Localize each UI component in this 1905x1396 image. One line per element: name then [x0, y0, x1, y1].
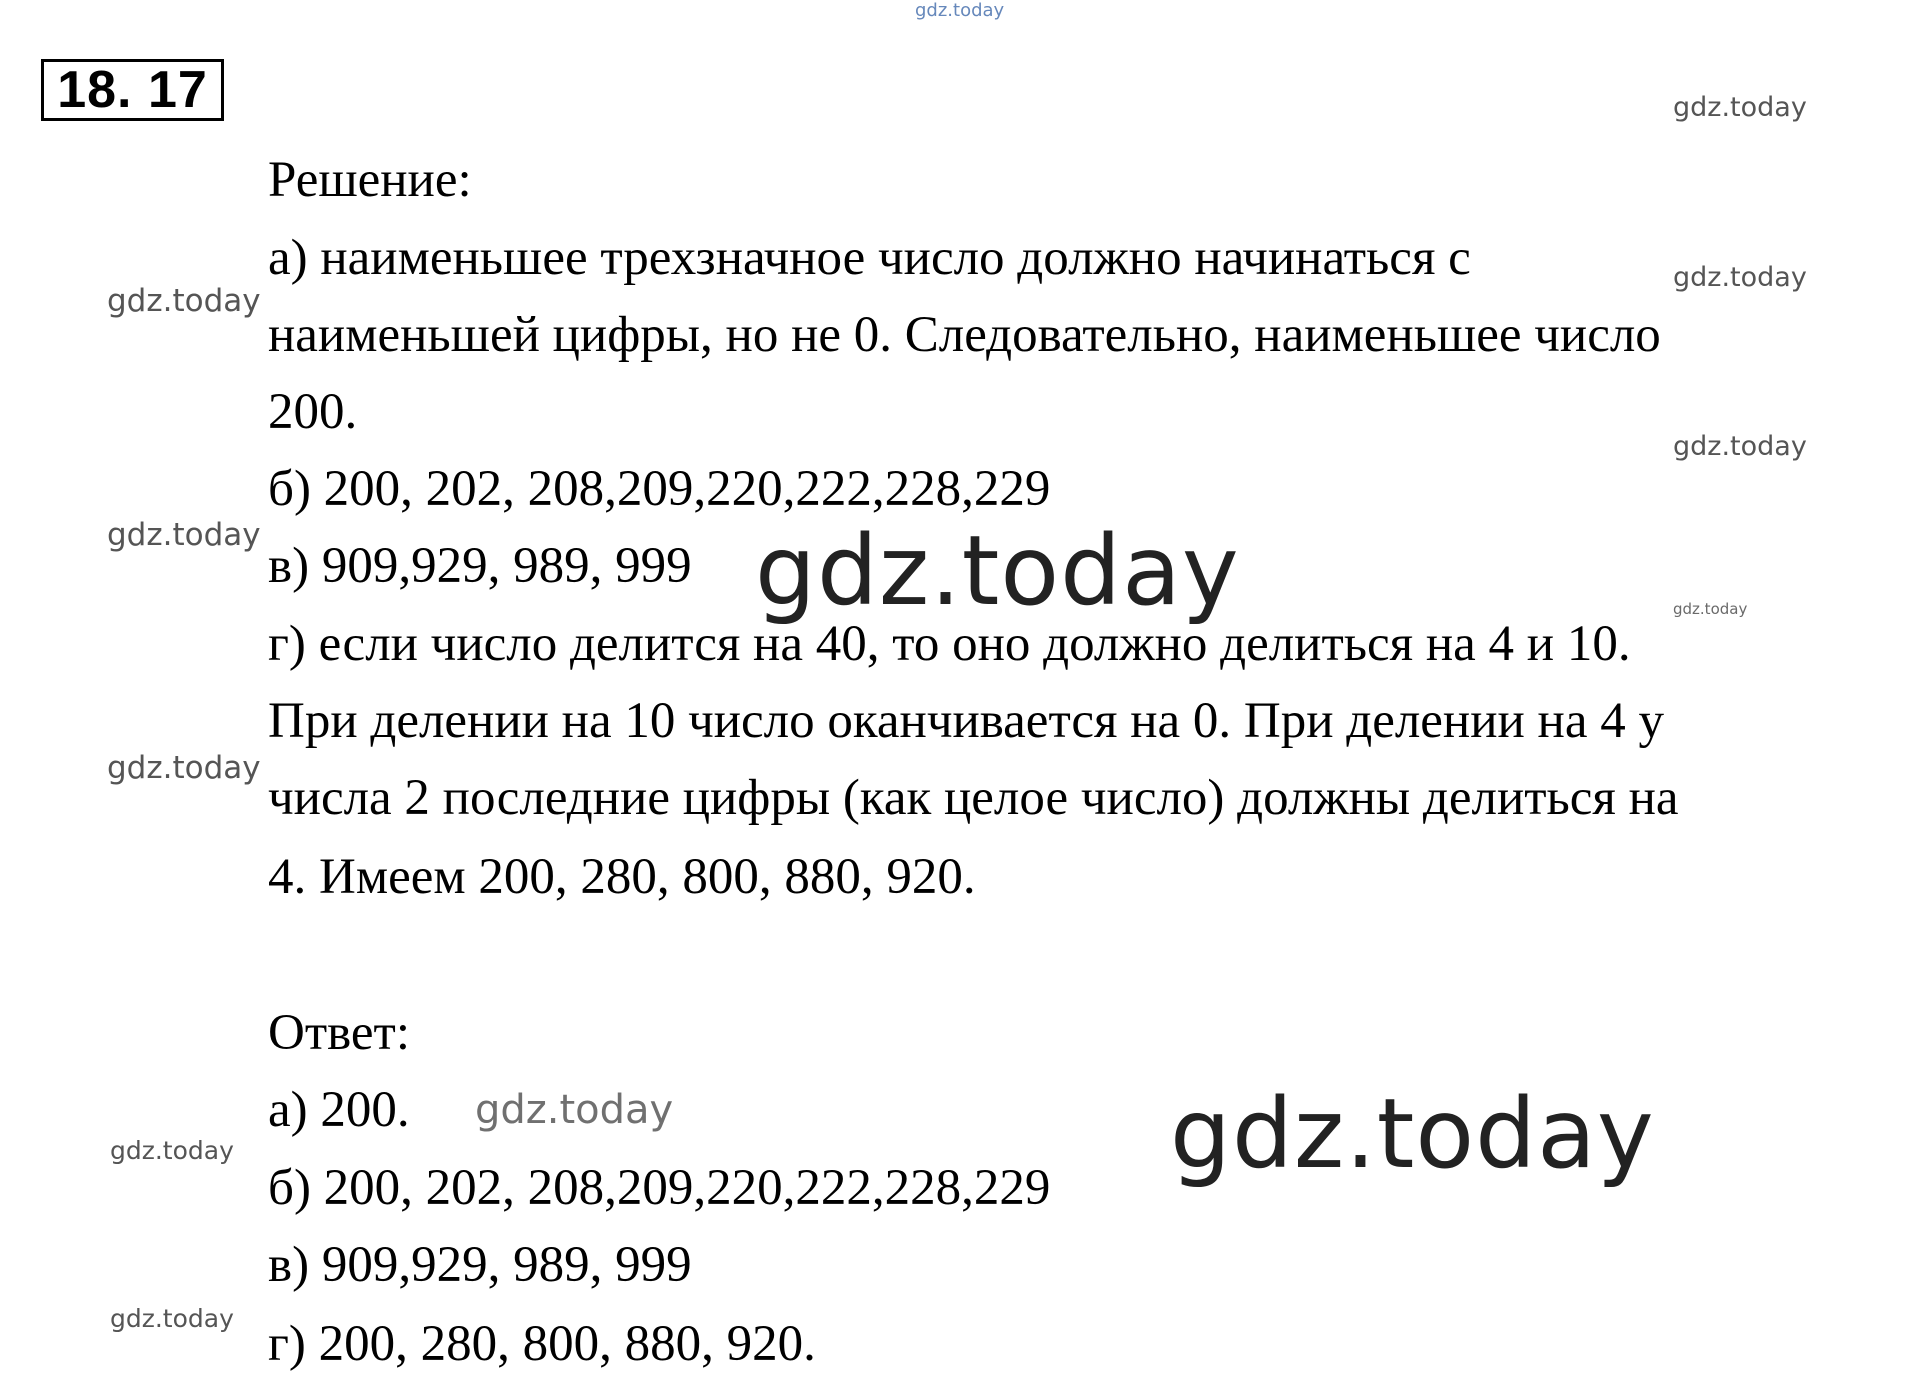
solution-line: б) 200, 202, 208,209,220,222,228,229 [268, 461, 1051, 517]
solution-line: а) наименьшее трехзначное число должно начинаться с [268, 230, 1471, 286]
answer-line: а) 200. [268, 1082, 410, 1138]
watermark-large: gdz.today [1170, 1078, 1655, 1190]
watermark: gdz.today [475, 1087, 674, 1133]
solution-line: наименьшей цифры, но не 0. Следовательно, наименьшее число [268, 307, 1661, 363]
watermark: gdz.today [110, 1136, 234, 1165]
solution-heading: Решение: [268, 152, 472, 208]
solution-line: 4. Имеем 200, 280, 800, 880, 920. [268, 849, 976, 905]
solution-line: При делении на 10 число оканчивается на 0. При делении на 4 у [268, 693, 1664, 749]
answer-line: в) 909,929, 989, 999 [268, 1237, 692, 1293]
watermark: gdz.today [107, 283, 261, 319]
answer-line: г) 200, 280, 800, 880, 920. [268, 1316, 816, 1372]
watermark: gdz.today [1673, 431, 1807, 462]
watermark: gdz.today [107, 517, 261, 553]
watermark: gdz.today [915, 0, 1005, 21]
problem-number: 18. 17 [41, 59, 224, 121]
watermark: gdz.today [1673, 600, 1748, 618]
solution-line: числа 2 последние цифры (как целое число) должны делиться на [268, 770, 1679, 826]
watermark: gdz.today [110, 1304, 234, 1333]
solution-line: г) если число делится на 40, то оно должно делиться на 4 и 10. [268, 616, 1631, 672]
watermark: gdz.today [107, 750, 261, 786]
watermark-large: gdz.today [755, 515, 1240, 627]
solution-line: 200. [268, 384, 358, 440]
watermark: gdz.today [1673, 262, 1807, 293]
answer-line: б) 200, 202, 208,209,220,222,228,229 [268, 1160, 1051, 1216]
solution-line: в) 909,929, 989, 999 [268, 538, 692, 594]
answer-heading: Ответ: [268, 1005, 410, 1061]
watermark: gdz.today [1673, 92, 1807, 123]
